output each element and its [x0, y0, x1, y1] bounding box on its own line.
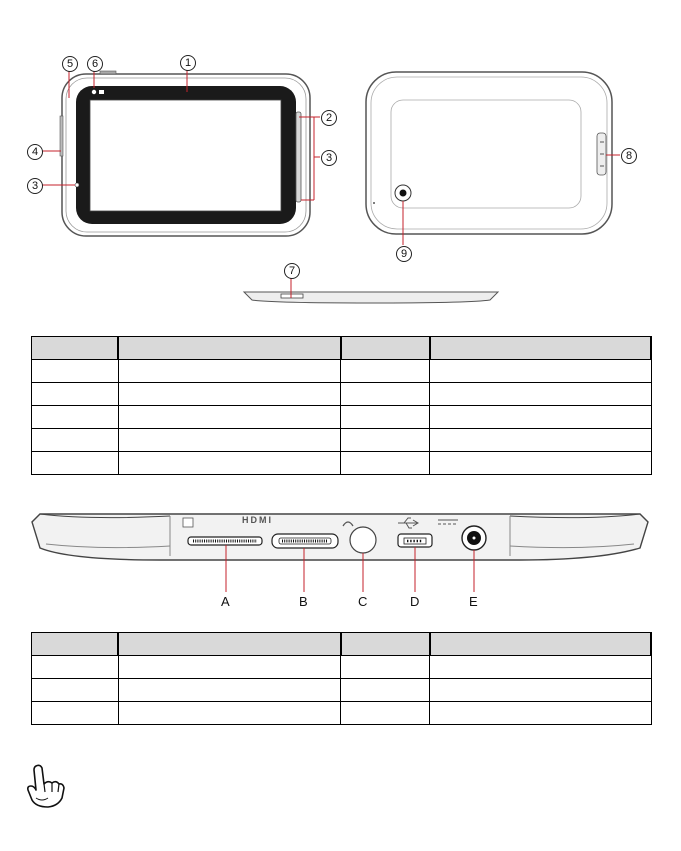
callout-8: 8 — [621, 148, 637, 164]
table-header-cell — [118, 633, 340, 656]
table-header-cell — [341, 337, 430, 360]
callout-6: 6 — [87, 56, 103, 72]
table-header-cell — [118, 337, 340, 360]
table-row — [32, 679, 652, 702]
table-row — [32, 656, 652, 679]
table-header — [32, 633, 652, 656]
rear-camera — [400, 190, 407, 197]
pointing-hand-icon — [22, 762, 68, 810]
callout-2: 2 — [321, 110, 337, 126]
front-camera-dot — [92, 90, 96, 94]
device-illustrations — [0, 0, 681, 320]
spec-table-1 — [31, 336, 652, 475]
callout-3-left: 3 — [27, 178, 43, 194]
callout-3-right: 3 — [321, 150, 337, 166]
table-row — [32, 360, 652, 383]
table-header-cell — [341, 633, 430, 656]
callout-5: 5 — [62, 56, 78, 72]
port-letter-e: E — [469, 594, 478, 609]
table-header-cell — [430, 337, 651, 360]
port-letter-a: A — [221, 594, 230, 609]
table-row — [32, 383, 652, 406]
table-row — [32, 429, 652, 452]
port-letter-c: C — [358, 594, 368, 609]
spec-table-2 — [31, 632, 652, 725]
table-header — [32, 337, 652, 360]
port-letter-b: B — [299, 594, 308, 609]
callout-1: 1 — [180, 55, 196, 71]
sd-card-icon — [183, 518, 193, 527]
callout-4: 4 — [27, 144, 43, 160]
hdmi-label: HDMI — [242, 515, 273, 525]
front-screen — [90, 100, 281, 211]
table-row — [32, 702, 652, 725]
callout-7: 7 — [284, 263, 300, 279]
table-row — [32, 406, 652, 429]
port-edge-illustration — [0, 500, 681, 610]
table-header-cell — [430, 633, 651, 656]
callout-9: 9 — [396, 246, 412, 262]
table-header-cell — [32, 337, 119, 360]
table-row — [32, 452, 652, 475]
table-header-cell — [32, 633, 119, 656]
port-c-audio-jack — [350, 527, 376, 553]
port-letter-d: D — [410, 594, 420, 609]
